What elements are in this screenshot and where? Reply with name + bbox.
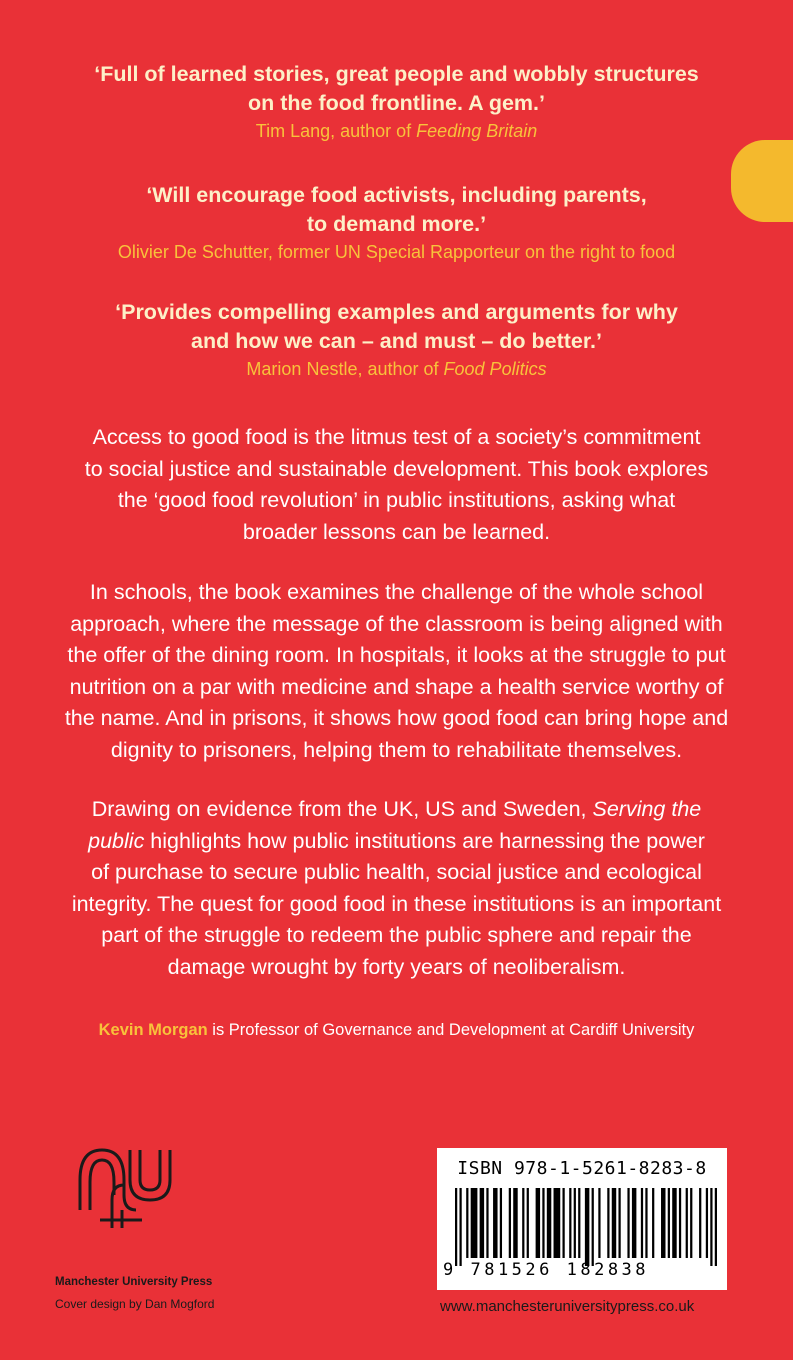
barcode-bar	[500, 1188, 502, 1258]
barcode-bar	[459, 1188, 461, 1266]
barcode-bar	[632, 1188, 636, 1258]
quote-attribution: Olivier De Schutter, former UN Special Rapporteur on the right to food	[117, 242, 676, 262]
review-quote-1	[0, 60, 793, 144]
cover-credit: Cover design by Dan Mogford	[55, 1297, 215, 1311]
blurb-line: the ‘good food revolution’ in public institutions, asking what	[117, 488, 676, 512]
blurb-line: of purchase to secure public health, social justice and ecological	[91, 860, 702, 884]
review-quote-3	[0, 298, 793, 382]
blurb-line: nutrition on a par with medicine and shape a health service worthy of	[69, 674, 724, 699]
author-bio: Kevin Morgan is Professor of Governance and Development at Cardiff University	[98, 1021, 695, 1039]
barcode-bar	[562, 1188, 564, 1258]
barcode-bar	[715, 1188, 717, 1266]
barcode-bar	[466, 1188, 468, 1258]
barcode-bar	[618, 1188, 620, 1258]
barcode-bar	[607, 1188, 609, 1258]
barcode-bar	[527, 1188, 529, 1258]
barcode-bar	[493, 1188, 497, 1258]
barcode-bar	[592, 1188, 594, 1266]
blurb-line: Drawing on evidence from the UK, US and Sweden, Serving the	[91, 797, 702, 821]
blurb-line: damage wrought by forty years of neoliberalism.	[167, 954, 626, 979]
blurb-paragraph-1	[30, 422, 763, 548]
blurb-line: to social justice and sustainable development. This book explores	[84, 456, 709, 481]
barcode-bar	[509, 1188, 511, 1258]
quote-attribution: Marion Nestle, author of Food Politics	[246, 359, 547, 379]
quote-line: ‘Provides compelling examples and arguments for why	[115, 300, 678, 324]
barcode-bar	[542, 1188, 544, 1258]
barcode-bar	[554, 1188, 561, 1258]
blurb-line: Access to good food is the litmus test of a society’s commitment	[92, 425, 701, 449]
blurb-line: broader lessons can be learned.	[242, 519, 551, 544]
barcode-bar	[585, 1188, 589, 1266]
barcode-bar	[547, 1188, 551, 1258]
barcode-bar	[513, 1188, 517, 1258]
barcode-bar	[522, 1188, 524, 1258]
barcode-bar	[486, 1188, 488, 1258]
barcode-bar	[645, 1188, 647, 1258]
barcode-bar	[578, 1188, 580, 1258]
review-quote-2	[0, 181, 793, 265]
blurb-line: public highlights how public institutions are harnessing the power	[88, 828, 705, 853]
blurb-line: the offer of the dining room. In hospitals, it looks at the struggle to put	[67, 643, 726, 667]
barcode-bar	[710, 1188, 712, 1266]
publisher-name: Manchester University Press	[55, 1276, 213, 1288]
blurb-line: part of the struggle to redeem the public sphere and repair the	[101, 923, 692, 947]
barcode-bar	[641, 1188, 643, 1258]
publisher-url[interactable]: www.manchesteruniversitypress.co.uk	[440, 1298, 695, 1315]
blurb-line: integrity. The quest for good food in these institutions is an important	[71, 891, 722, 916]
barcode-bar	[471, 1188, 478, 1258]
barcode-bar	[706, 1188, 708, 1258]
quote-line: to demand more.’	[306, 212, 487, 236]
barcode-bar	[699, 1188, 701, 1258]
barcode-bar	[672, 1188, 676, 1258]
barcode-bar	[455, 1188, 457, 1266]
barcode-bar	[679, 1188, 681, 1258]
barcode-bar	[612, 1188, 616, 1258]
barcode-bar	[536, 1188, 540, 1258]
blurb-paragraph-3	[30, 794, 763, 983]
author-name: Kevin Morgan	[98, 1021, 208, 1039]
quote-line: and how we can – and must – do better.’	[191, 329, 602, 353]
blurb-line: approach, where the message of the classroom is being aligned with	[70, 611, 723, 636]
barcode-bars	[455, 1188, 717, 1266]
ean-digits: 9 781526 182838	[443, 1260, 650, 1280]
isbn-label: ISBN 978-1-5261-8283-8	[457, 1158, 707, 1179]
barcode-bar	[598, 1188, 600, 1258]
quote-attribution: Tim Lang, author of Feeding Britain	[255, 121, 538, 141]
barcode-bar	[574, 1188, 576, 1258]
barcode-bar	[686, 1188, 688, 1258]
mup-logo-icon	[72, 1140, 182, 1230]
blurb-paragraph-2	[30, 577, 763, 766]
quote-line: ‘Will encourage food activists, including parents,	[146, 183, 647, 207]
blurb-line: dignity to prisoners, helping them to rehabilitate themselves.	[110, 737, 683, 762]
barcode-bar	[569, 1188, 571, 1258]
isbn-barcode	[437, 1148, 727, 1290]
quote-line: on the food frontline. A gem.’	[248, 91, 545, 115]
blurb-line: the name. And in prisons, it shows how good food can bring hope and	[64, 706, 729, 730]
barcode-bar	[627, 1188, 629, 1258]
blurb-line: In schools, the book examines the challenge of the whole school	[89, 580, 704, 604]
quote-line: ‘Full of learned stories, great people and wobbly structures	[94, 62, 699, 86]
barcode-bar	[661, 1188, 665, 1258]
barcode-bar	[668, 1188, 670, 1258]
barcode-bar	[690, 1188, 692, 1258]
barcode-bar	[480, 1188, 484, 1258]
barcode-bar	[652, 1188, 654, 1258]
